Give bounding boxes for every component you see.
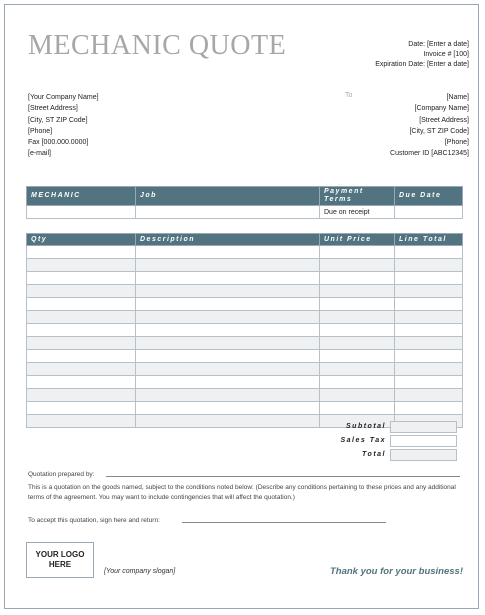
company-slogan[interactable]: [Your company slogan]	[104, 568, 176, 575]
item-cell-line-total[interactable]	[395, 272, 463, 285]
terms-text: This is a quotation on the goods named, subject to the conditions noted below: (Describe any conditions pertaining to these prices and any additional terms of the agreement. You may want to include contingencies that will affect the quotation.)	[28, 484, 456, 501]
quote-meta	[375, 40, 469, 70]
date-field[interactable]: Date: [Enter a date]	[408, 41, 469, 48]
customer-phone[interactable]: [Phone]	[444, 139, 469, 147]
item-cell-qty[interactable]	[27, 311, 136, 324]
item-cell-qty[interactable]	[27, 337, 136, 350]
table-row	[27, 285, 463, 298]
customer-street[interactable]: [Street Address]	[419, 116, 469, 124]
item-cell-unit-price[interactable]	[320, 363, 395, 376]
job-cell-due-date[interactable]	[395, 206, 463, 219]
company-block	[28, 92, 99, 160]
expiration-field[interactable]: Expiration Date: [Enter a date]	[375, 61, 469, 68]
subtotal-label: Subtotal	[346, 423, 386, 430]
item-cell-qty[interactable]	[27, 298, 136, 311]
item-cell-description[interactable]	[136, 285, 320, 298]
job-cell-payment-terms[interactable]: Due on receipt	[320, 206, 395, 219]
company-city[interactable]: [City, ST ZIP Code]	[28, 116, 88, 124]
item-cell-description[interactable]	[136, 324, 320, 337]
table-row	[27, 324, 463, 337]
item-cell-description[interactable]	[136, 376, 320, 389]
item-cell-line-total[interactable]	[395, 285, 463, 298]
customer-company[interactable]: [Company Name]	[414, 105, 469, 113]
logo-placeholder[interactable]	[26, 542, 94, 578]
table-row	[27, 311, 463, 324]
company-name[interactable]: [Your Company Name]	[28, 94, 99, 101]
page-title: MECHANIC QUOTE	[28, 30, 287, 61]
item-cell-line-total[interactable]	[395, 298, 463, 311]
item-cell-line-total[interactable]	[395, 324, 463, 337]
item-cell-line-total[interactable]	[395, 246, 463, 259]
item-cell-qty[interactable]	[27, 350, 136, 363]
company-street[interactable]: [Street Address]	[28, 105, 78, 113]
logo-line-2: HERE	[48, 560, 72, 569]
item-cell-line-total[interactable]	[395, 389, 463, 402]
item-cell-line-total[interactable]	[395, 259, 463, 272]
job-header-payment-terms: Payment Terms	[320, 187, 395, 206]
item-cell-qty[interactable]	[27, 285, 136, 298]
table-row	[27, 272, 463, 285]
items-header-unit-price: Unit Price	[320, 234, 395, 246]
invoice-field[interactable]: Invoice # [100]	[423, 51, 469, 58]
job-header-mechanic: MECHANIC	[27, 187, 136, 206]
item-cell-line-total[interactable]	[395, 376, 463, 389]
item-cell-qty[interactable]	[27, 376, 136, 389]
item-cell-unit-price[interactable]	[320, 259, 395, 272]
item-cell-qty[interactable]	[27, 415, 136, 428]
customer-id[interactable]: Customer ID [ABC12345]	[390, 150, 469, 158]
job-header-job: Job	[136, 187, 320, 206]
item-cell-qty[interactable]	[27, 246, 136, 259]
item-cell-qty[interactable]	[27, 402, 136, 415]
item-cell-unit-price[interactable]	[320, 324, 395, 337]
items-header-qty: Qty	[27, 234, 136, 246]
item-cell-description[interactable]	[136, 298, 320, 311]
job-cell-job[interactable]	[136, 206, 320, 219]
table-row	[27, 337, 463, 350]
item-cell-unit-price[interactable]	[320, 298, 395, 311]
job-cell-mechanic[interactable]	[27, 206, 136, 219]
item-cell-qty[interactable]	[27, 389, 136, 402]
item-cell-line-total[interactable]	[395, 311, 463, 324]
logo-line-1: YOUR LOGO	[35, 550, 85, 559]
prepared-by-label: Quotation prepared by:	[28, 471, 95, 478]
total-label: Total	[362, 451, 386, 458]
items-table	[26, 233, 463, 428]
item-cell-unit-price[interactable]	[320, 311, 395, 324]
item-cell-description[interactable]	[136, 363, 320, 376]
item-cell-description[interactable]	[136, 402, 320, 415]
subtotal-value[interactable]	[390, 421, 457, 433]
item-cell-qty[interactable]	[27, 259, 136, 272]
table-row	[27, 350, 463, 363]
item-cell-description[interactable]	[136, 259, 320, 272]
table-row	[27, 376, 463, 389]
item-cell-line-total[interactable]	[395, 363, 463, 376]
table-row	[27, 259, 463, 272]
item-cell-unit-price[interactable]	[320, 402, 395, 415]
total-value[interactable]	[390, 449, 457, 461]
item-cell-unit-price[interactable]	[320, 350, 395, 363]
item-cell-unit-price[interactable]	[320, 246, 395, 259]
items-header-description: Description	[136, 234, 320, 246]
item-cell-description[interactable]	[136, 337, 320, 350]
item-cell-description[interactable]	[136, 389, 320, 402]
prepared-by-line[interactable]	[106, 476, 460, 477]
item-cell-unit-price[interactable]	[320, 389, 395, 402]
job-table	[26, 186, 463, 219]
item-cell-unit-price[interactable]	[320, 285, 395, 298]
customer-city[interactable]: [City, ST ZIP Code]	[409, 127, 469, 135]
items-header-line-total: Line Total	[395, 234, 463, 246]
item-cell-description[interactable]	[136, 246, 320, 259]
to-label: To	[345, 92, 353, 99]
sales-tax-value[interactable]	[390, 435, 457, 447]
item-cell-description[interactable]	[136, 350, 320, 363]
thank-you-message: Thank you for your business!	[329, 566, 463, 577]
table-row	[27, 298, 463, 311]
signature-line[interactable]	[182, 522, 386, 523]
company-fax[interactable]: Fax [000.000.0000]	[28, 139, 89, 147]
item-cell-line-total[interactable]	[395, 402, 463, 415]
item-cell-qty[interactable]	[27, 272, 136, 285]
item-cell-line-total[interactable]	[395, 350, 463, 363]
item-cell-description[interactable]	[136, 415, 320, 428]
table-row	[27, 363, 463, 376]
item-cell-qty[interactable]	[27, 363, 136, 376]
item-cell-description[interactable]	[136, 311, 320, 324]
customer-name[interactable]: [Name]	[446, 94, 469, 101]
company-phone[interactable]: [Phone]	[28, 127, 53, 135]
item-cell-line-total[interactable]	[395, 337, 463, 350]
table-row	[27, 402, 463, 415]
sales-tax-label: Sales Tax	[340, 437, 386, 444]
item-cell-description[interactable]	[136, 272, 320, 285]
job-header-due-date: Due Date	[395, 187, 463, 206]
item-cell-unit-price[interactable]	[320, 337, 395, 350]
table-row	[27, 389, 463, 402]
item-cell-unit-price[interactable]	[320, 272, 395, 285]
accept-label: To accept this quotation, sign here and return:	[28, 517, 160, 524]
item-cell-qty[interactable]	[27, 324, 136, 337]
table-row	[27, 246, 463, 259]
item-cell-unit-price[interactable]	[320, 376, 395, 389]
customer-block	[390, 92, 469, 160]
company-email[interactable]: [e-mail]	[28, 150, 51, 158]
